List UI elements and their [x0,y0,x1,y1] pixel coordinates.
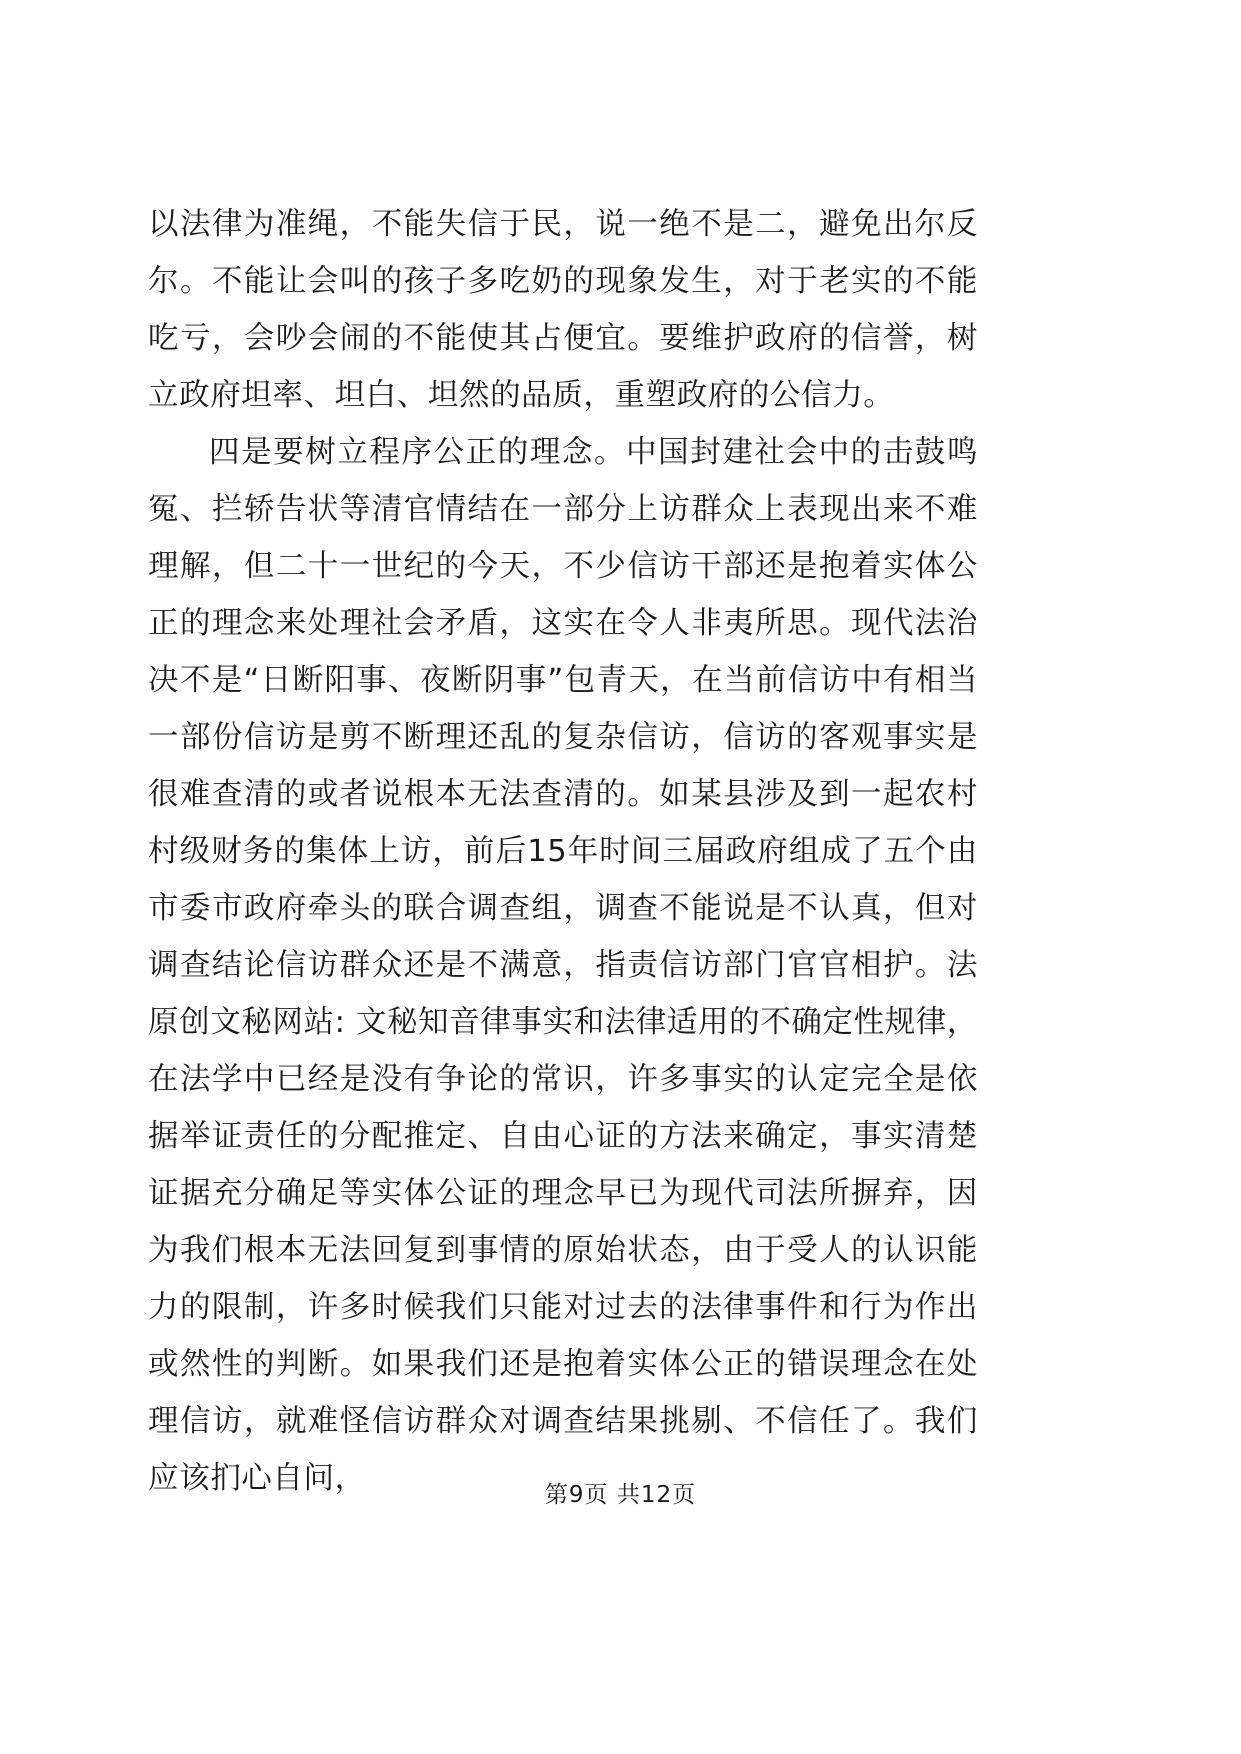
page-footer [0,1476,1241,1509]
page-number-label: 第9页 共12页 [544,1482,697,1508]
paragraph: 以法律为准绳，不能失信于民，说一绝不是二，避免出尔反尔。不能让会叫的孩子多吃奶的现象发生，对于老实的不能吃亏，会吵会闹的不能使其占便宜。要维护政府的信誉，树立政府坦率、坦白、坦然的品质，重塑政府的公信力。 [148,207,978,413]
paragraph: 四是要树立程序公正的理念。中国封建社会中的击鼓鸣冤、拦轿告状等清官情结在一部分上访群众上表现出来不难理解，但二十一世纪的今天，不少信访干部还是抱着实体公正的理念来处理社会矛盾，这实在令人非夷所思。现代法治决不是“日断阳事、夜断阴事”包青天，在当前信访中有相当一部份信访是剪不断理还乱的复杂信访，信访的客观事实是很难查清的或者说根本无法查清的。如某县涉及到一起农村村级财务的集体上访，前后15年时间三届政府组成了五个由市委市政府牵头的联合调查组，调查不能说是不认真，但对调查结论信访群众还是不满意，指责信访部门官官相护。法原创文秘网站: 文秘知音律事实和法律适用的不确定性规律，在法学中已经是没有争论的常识，许多事实的认定完全是依据举证责任的分配推定、自由心证的方法来确定，事实清楚证据充分确足等实体公证的理念早已为现代司法所摒弃，因为我们根本无法回复到事情的原始状态，由于受人的认识能力的限制，许多时候我们只能对过去的法律事件和行为作出或然性的判断。如果我们还是抱着实体公正的错误理念在处理信访，就难怪信访群众对调查结果挑剔、不信任了。我们应该扪心自问， [148,435,978,1496]
page-body [148,196,978,1507]
